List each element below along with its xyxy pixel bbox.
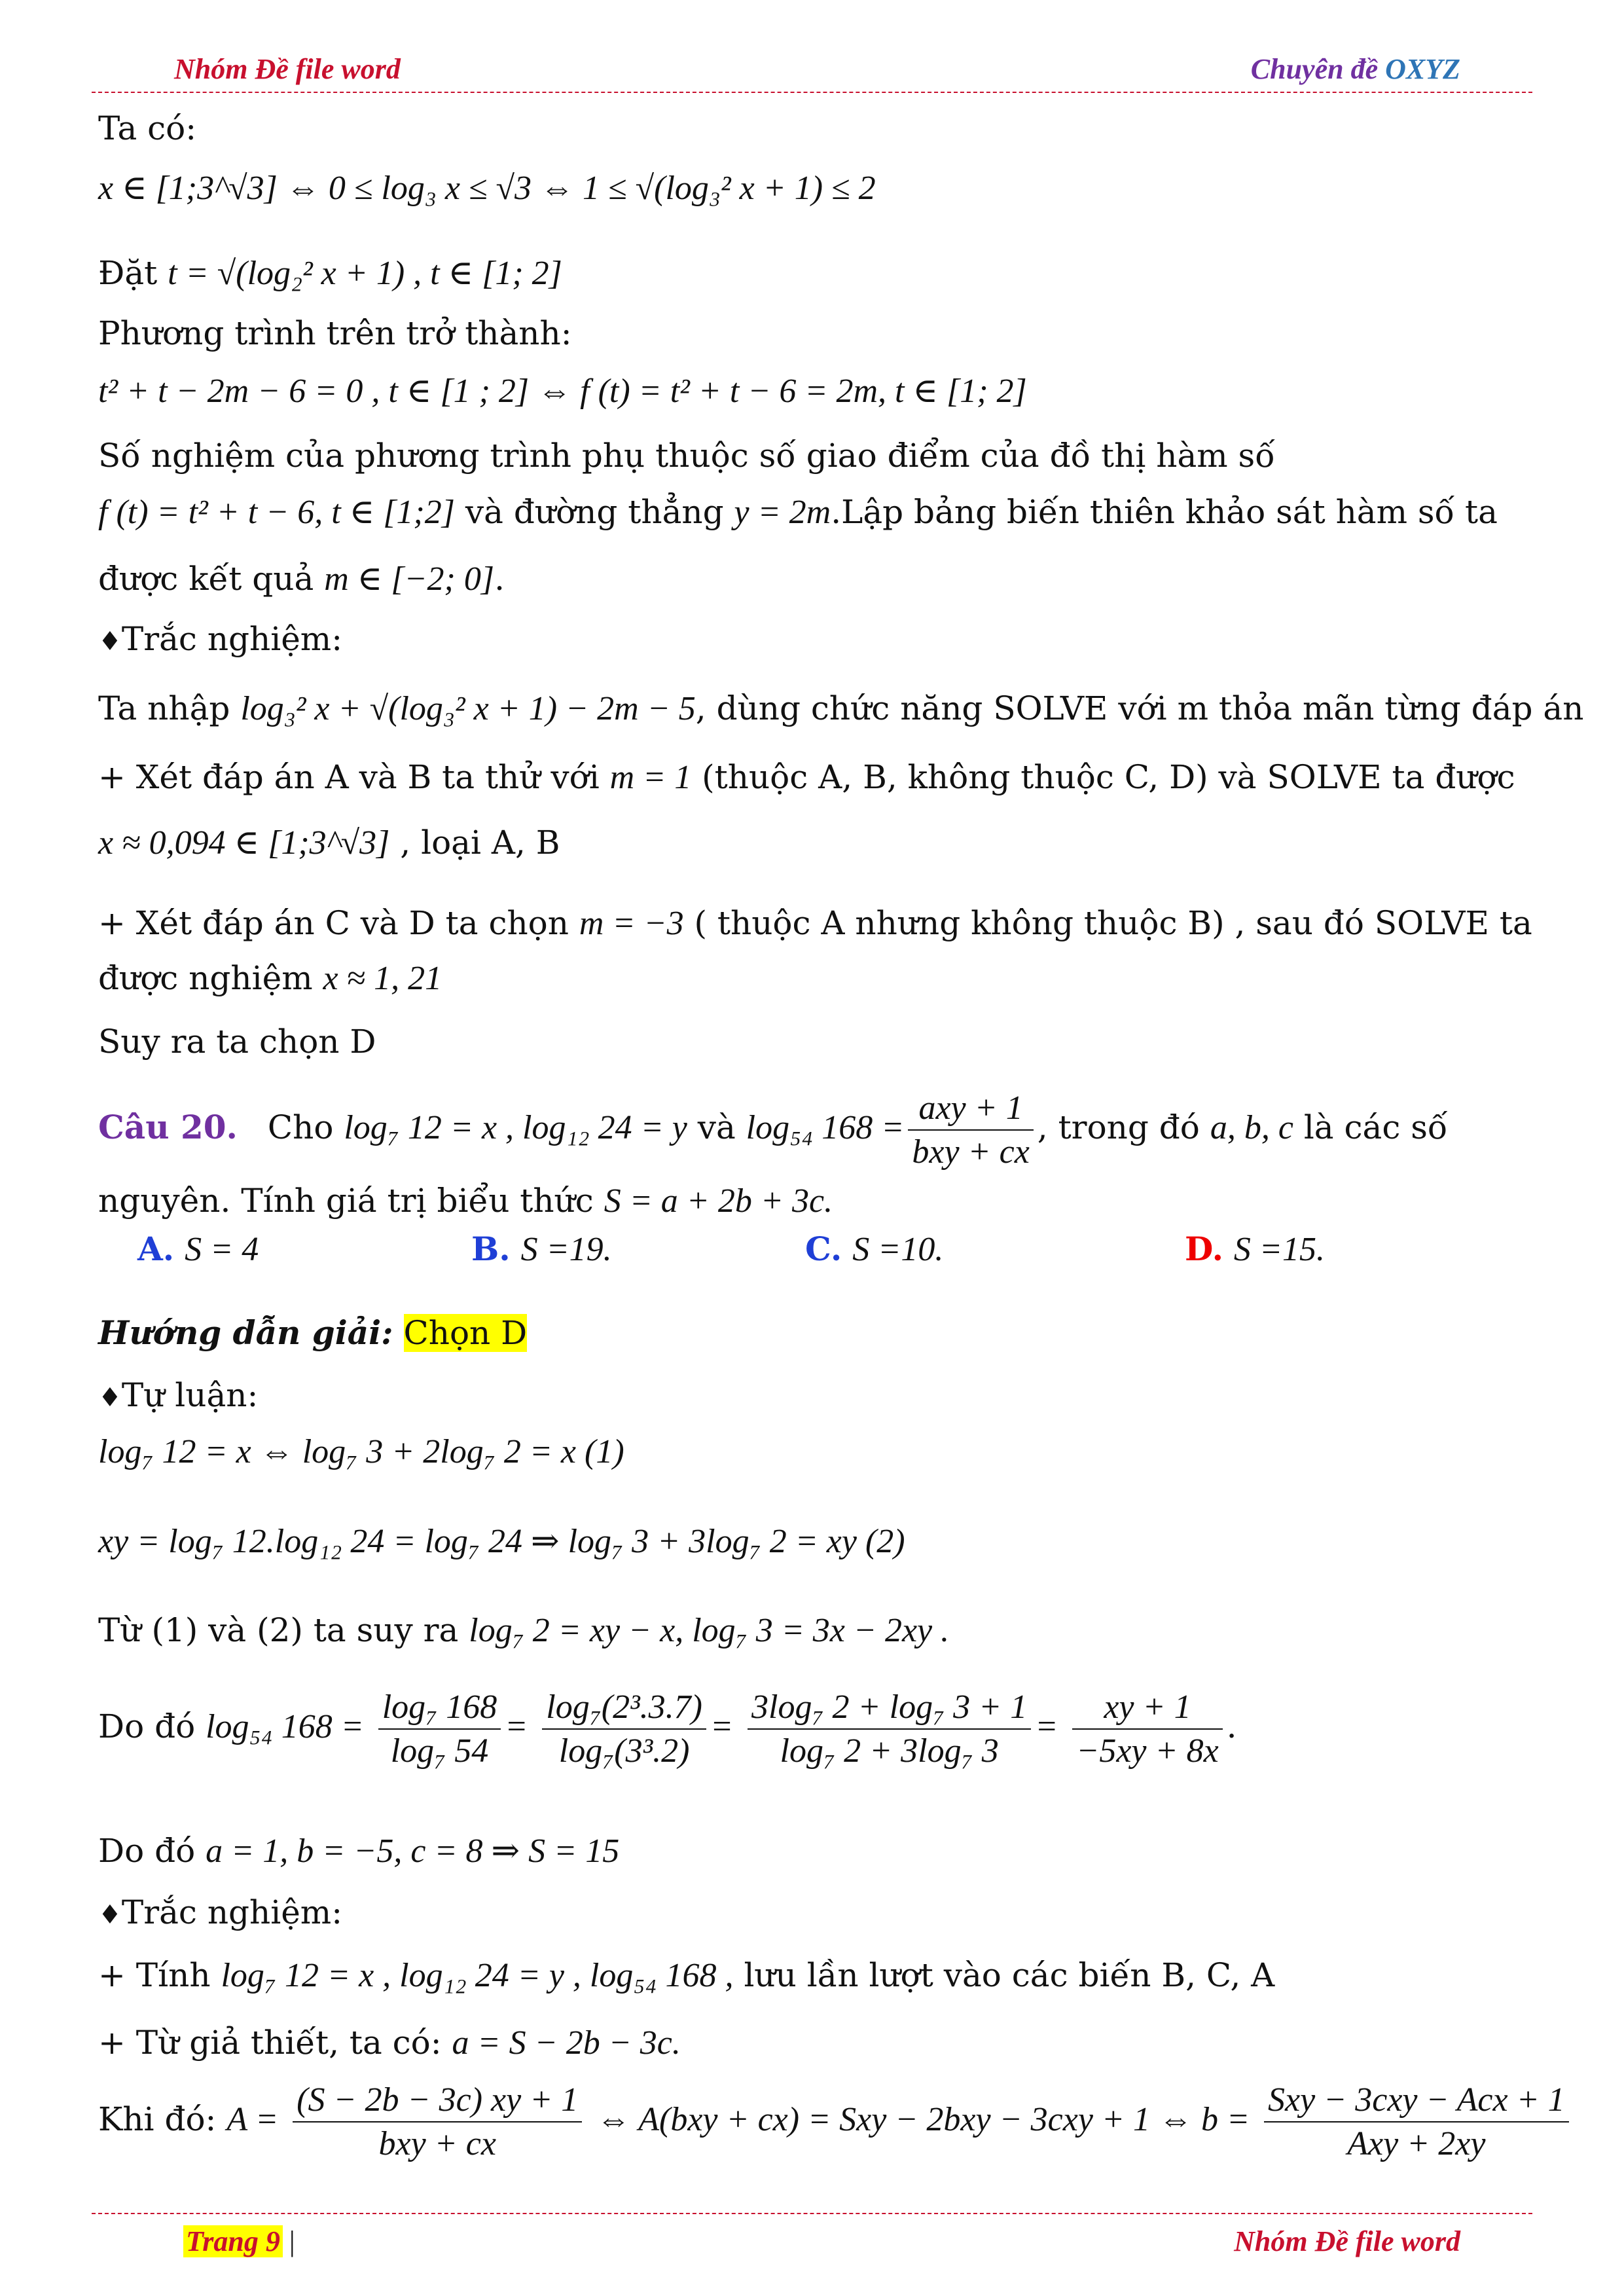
math-span: t = √(log₂² x + 1) , t ∈ [1; 2]: [168, 255, 562, 292]
text-span: , dùng chức năng SOLVE với m thỏa mãn từng đáp án: [695, 689, 1584, 727]
math-span: log₇ 2 = xy − x, log₇ 3 = 3x − 2xy .: [469, 1612, 950, 1649]
text-line: [98, 687, 1583, 730]
text-span: + Tính: [98, 1956, 211, 1994]
numerator: xy + 1: [1072, 1686, 1222, 1730]
text-line: [98, 252, 562, 295]
text-span: Trắc nghiệm:: [121, 620, 343, 658]
option-key: A.: [137, 1230, 175, 1268]
text-line: [98, 1609, 949, 1652]
text-line: [98, 2022, 681, 2064]
option-key: C.: [805, 1230, 842, 1268]
denominator: log₇ 2 + 3log₇ 3: [780, 1732, 999, 1770]
math-span: x ≈ 0,094 ∈ [1;3^√3]: [98, 824, 390, 862]
math-span: y = 2m: [734, 494, 831, 531]
text-span: Ta nhập: [98, 689, 230, 727]
option-value: S =19.: [520, 1231, 612, 1268]
text-span: .: [494, 560, 505, 598]
option-value: S =10.: [852, 1231, 944, 1268]
header-left: Nhóm Đề file word: [174, 53, 401, 85]
fraction: [908, 1087, 1033, 1173]
denominator: −5xy + 8x: [1076, 1732, 1219, 1770]
text-span: , trong đó: [1037, 1108, 1200, 1146]
fraction: [542, 1686, 706, 1772]
fraction-line: [98, 2079, 1573, 2165]
text-span: được nghiệm: [98, 959, 313, 997]
diamond-icon: ♦: [98, 627, 122, 657]
text-line: Ta có:: [98, 109, 197, 147]
math-line: log₇ 12 = x ⇔ log₇ 3 + 2log₇ 2 = x (1): [98, 1433, 624, 1470]
text-span: (thuộc A, B, không thuộc C, D) và SOLVE ta được: [702, 758, 1515, 796]
footer-right: Nhóm Đề file word: [1234, 2225, 1460, 2257]
text-line: [98, 1830, 619, 1872]
math-span: m ∈ [−2; 0]: [324, 560, 495, 598]
text-span: + Xét đáp án A và B ta thử với: [98, 758, 600, 796]
text-span: được kết quả: [98, 560, 314, 598]
math-span: log₃² x + √(log₃² x + 1) − 2m − 5: [240, 690, 696, 727]
text-line: [98, 491, 1498, 534]
option-b[interactable]: [471, 1230, 612, 1269]
denominator: log₇(3³.2): [558, 1732, 690, 1770]
header-right-prefix: Chuyên đề: [1250, 53, 1386, 85]
text-span: nguyên. Tính giá trị biểu thức: [98, 1182, 594, 1220]
text-line: [98, 1892, 342, 1933]
fraction: [1072, 1686, 1222, 1772]
math-span: log₇ 12 = x , log₁₂ 24 = y: [344, 1109, 687, 1146]
header-divider: [92, 92, 1532, 93]
fraction: [1264, 2079, 1569, 2165]
option-key: D.: [1185, 1230, 1223, 1268]
math-line: x ∈ [1;3^√3] ⇔ 0 ≤ log₃ x ≤ √3 ⇔ 1 ≤ √(log₃² x + 1) ≤ 2: [98, 170, 876, 207]
text-span: Tự luận:: [121, 1376, 259, 1414]
text-span: Trắc nghiệm:: [121, 1893, 343, 1931]
solution-heading-line: [98, 1313, 527, 1354]
text-line: [98, 756, 1515, 799]
question-label: Câu 20.: [98, 1108, 238, 1146]
text-span: là các số: [1303, 1108, 1448, 1146]
text-line: Phương trình trên trở thành:: [98, 314, 572, 352]
math-span: a = 1, b = −5, c = 8 ⇒ S = 15: [206, 1832, 620, 1870]
math-span: A =: [226, 2101, 279, 2138]
text-line: [98, 1375, 258, 1416]
numerator: Sxy − 3cxy − Acx + 1: [1264, 2079, 1569, 2123]
text-line: [98, 619, 342, 660]
footer-left: [183, 2225, 295, 2258]
math-span: m = −3: [579, 905, 684, 942]
math-span: log₅₄ 168 =: [206, 1708, 364, 1745]
text-line: [98, 1954, 1274, 1997]
fraction-chain-line: Do đó log₅₄ 168 = $\frac{\text{log₇ 168}}{\text{log₇ 54}}$ = $\frac{\text{log₇(2³.3.7)}}{\text{log₇(3³.2)}}$ = $\frac{\text{3log₇ 2 + log₇ 3 + 1}}{\text{log₇ 2 + 3log₇ 3}}$ = $\frac{xy + 1}{-5xy + 8x}$ .: [98, 1686, 1237, 1772]
denominator: Axy + 2xy: [1347, 2125, 1486, 2162]
fraction: [378, 1686, 501, 1772]
math-span: m = 1: [609, 759, 692, 796]
text-line: Suy ra ta chọn D: [98, 1023, 376, 1061]
numerator: axy + 1: [908, 1087, 1033, 1131]
page-number: Trang 9: [183, 2225, 283, 2257]
math-span: x ≈ 1, 21: [323, 960, 442, 997]
math-span: ⇔ A(bxy + cx) = Sxy − 2bxy − 3cxy + 1 ⇔ b =: [596, 2101, 1250, 2138]
text-span: ( thuộc A nhưng không thuộc B) , sau đó SOLVE ta: [694, 904, 1532, 942]
header-right: [1251, 52, 1460, 86]
text-line: [98, 558, 505, 600]
math-span: log₇ 12 = x , log₁₂ 24 = y , log₅₄ 168 ,: [221, 1957, 734, 1994]
answer-highlight: Chọn D: [403, 1314, 528, 1352]
diamond-icon: ♦: [98, 1383, 122, 1413]
question-line: [98, 1087, 1447, 1173]
text-span: + Từ giả thiết, ta có:: [98, 2024, 442, 2062]
footer-separator: |: [289, 2225, 295, 2257]
fraction: [293, 2079, 582, 2165]
text-span: Do đó: [98, 1832, 196, 1870]
text-line: [98, 902, 1532, 945]
math-span: a = S − 2b − 3c.: [452, 2024, 681, 2062]
text-span: và đường thẳng: [465, 493, 724, 531]
numerator: (S − 2b − 3c) xy + 1: [293, 2079, 582, 2123]
solution-heading: Hướng dẫn giải:: [98, 1313, 393, 1352]
text-span: Từ (1) và (2) ta suy ra: [98, 1611, 459, 1649]
math-span: log₅₄ 168 =: [746, 1109, 905, 1146]
denominator: bxy + cx: [912, 1133, 1030, 1171]
text-span: + Xét đáp án C và D ta chọn: [98, 904, 569, 942]
header-right-accent: OXYZ: [1385, 53, 1460, 85]
math-line: t² + t − 2m − 6 = 0 , t ∈ [1 ; 2] ⇔ f (t) = t² + t − 6 = 2m, t ∈ [1; 2]: [98, 373, 1027, 410]
option-a[interactable]: [137, 1230, 259, 1269]
option-value: S = 4: [185, 1231, 259, 1268]
option-key: B.: [471, 1230, 511, 1268]
math-span: S = a + 2b + 3c.: [604, 1182, 833, 1220]
option-d[interactable]: [1185, 1230, 1325, 1269]
text-line: Số nghiệm của phương trình phụ thuộc số giao điểm của đồ thị hàm số: [98, 437, 1275, 475]
text-span: và: [697, 1108, 736, 1146]
math-span: a, b, c: [1210, 1109, 1293, 1146]
text-span: .Lập bảng biến thiên khảo sát hàm số ta: [831, 493, 1498, 531]
text-span: lưu lần lượt vào các biến B, C, A: [744, 1956, 1275, 1994]
option-value: S =15.: [1233, 1231, 1325, 1268]
text-line: [98, 1180, 833, 1222]
text-span: Đặt: [98, 254, 158, 292]
text-span: , loại A, B: [400, 824, 560, 862]
math-line: xy = log₇ 12.log₁₂ 24 = log₇ 24 ⇒ log₇ 3 + 3log₇ 2 = xy (2): [98, 1523, 905, 1560]
option-c[interactable]: [805, 1230, 943, 1269]
diamond-icon: ♦: [98, 1900, 122, 1930]
text-line: [98, 822, 560, 864]
text-span: Cho: [267, 1108, 334, 1146]
denominator: log₇ 54: [390, 1732, 489, 1770]
text-span: Do đó: [98, 1707, 196, 1745]
denominator: bxy + cx: [378, 2125, 496, 2162]
numerator: 3log₇ 2 + log₇ 3 + 1: [748, 1686, 1031, 1730]
numerator: log₇ 168: [378, 1686, 501, 1730]
footer-divider: [92, 2213, 1532, 2214]
math-span: f (t) = t² + t − 6, t ∈ [1;2]: [98, 494, 456, 531]
numerator: log₇(2³.3.7): [542, 1686, 706, 1730]
text-line: [98, 957, 442, 1000]
fraction: [748, 1686, 1031, 1772]
text-span: Khi đó:: [98, 2100, 217, 2138]
